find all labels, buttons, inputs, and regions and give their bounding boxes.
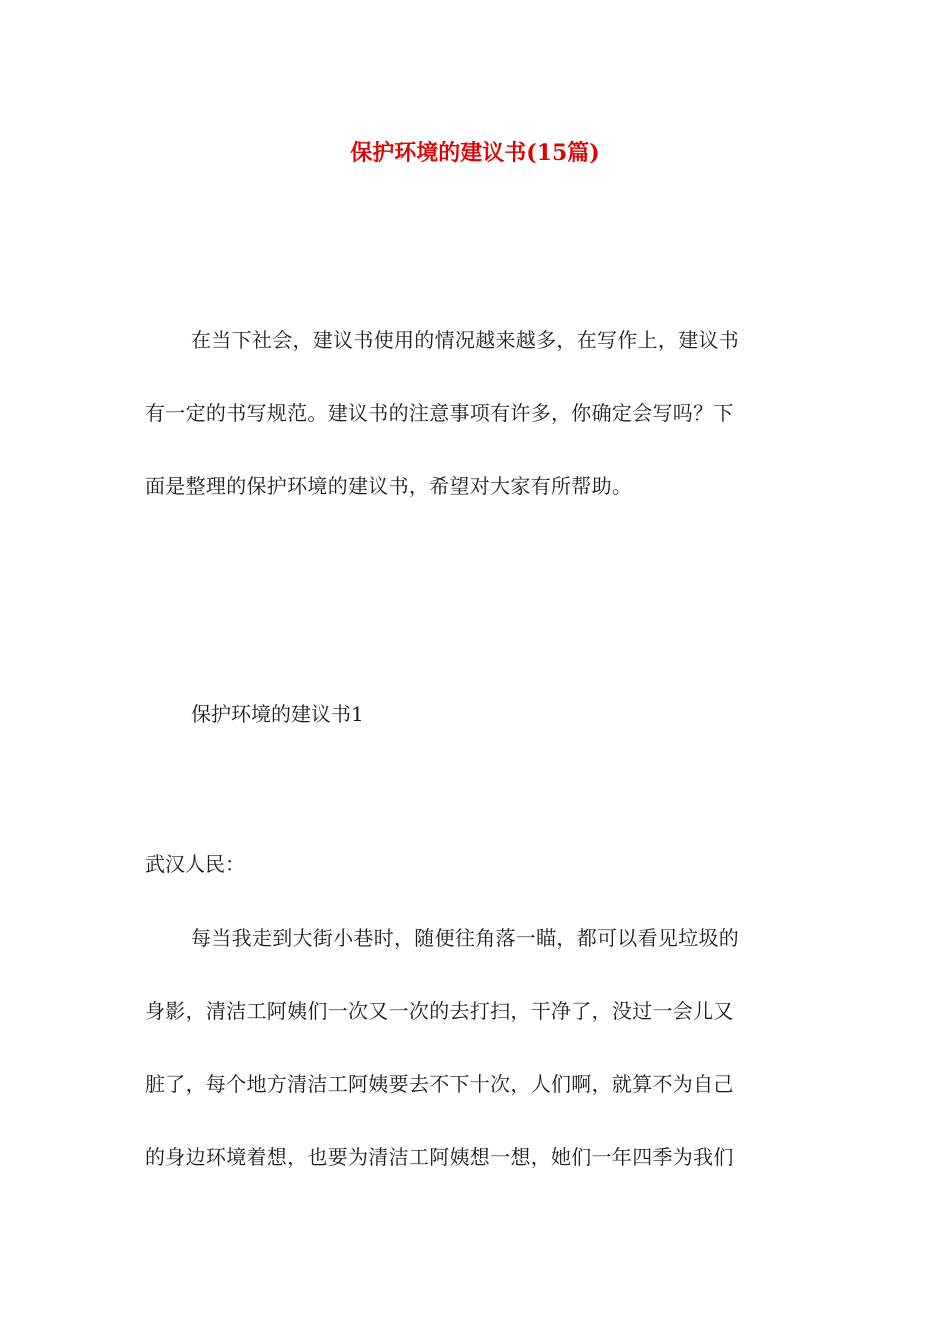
body-line: 身影，清洁工阿姨们一次又一次的去打扫，干净了，没过一会儿又 <box>145 999 734 1023</box>
body-line: 脏了，每个地方清洁工阿姨要去不下十次，人们啊，就算不为自己 <box>145 1072 734 1096</box>
section-heading: 保护环境的建议书1 <box>191 702 364 726</box>
intro-line: 在当下社会，建议书使用的情况越来越多，在写作上，建议书 <box>191 328 740 352</box>
intro-paragraph <box>145 304 807 523</box>
body-line: 每当我走到大街小巷时，随便往角落一瞄，都可以看见垃圾的 <box>191 926 740 950</box>
salutation: 武汉人民： <box>145 852 245 876</box>
intro-line: 面是整理的保护环境的建议书，希望对大家有所帮助。 <box>145 474 633 498</box>
body-paragraph <box>145 902 807 1194</box>
intro-line: 有一定的书写规范。建议书的注意事项有许多，你确定会写吗？下 <box>145 401 734 425</box>
body-line: 的身边环境着想，也要为清洁工阿姨想一想，她们一年四季为我们 <box>145 1145 734 1169</box>
document-title: 保护环境的建议书(15篇) <box>350 140 600 166</box>
